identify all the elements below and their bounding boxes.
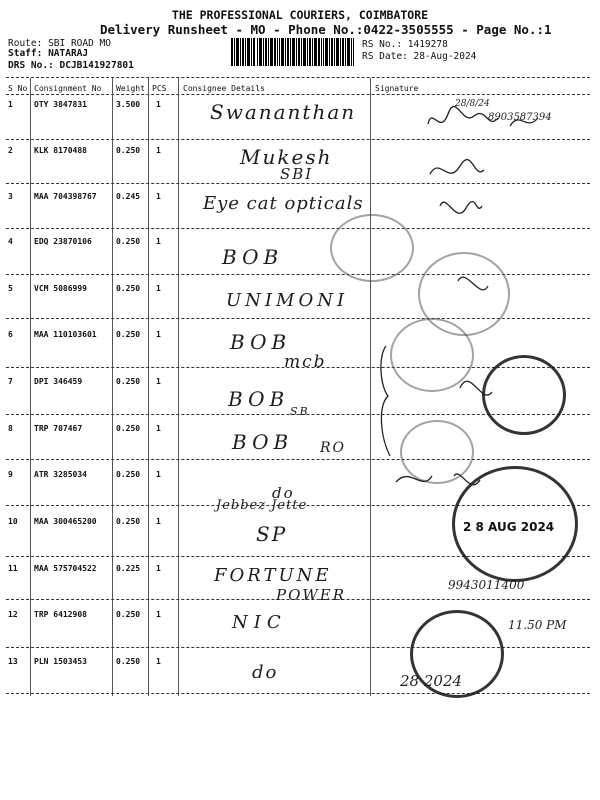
drs-label: DRS No.: [8, 60, 54, 71]
barcode [231, 38, 354, 66]
row-pcs: 1 [156, 657, 161, 666]
col-divider [148, 78, 149, 696]
row-consignment: MAA 575704522 [34, 564, 97, 573]
row-weight: 0.250 [116, 610, 141, 619]
consignee-handwriting: do [252, 662, 279, 683]
drs-value: DCJB141927801 [59, 60, 134, 71]
row-sno: 5 [8, 284, 13, 293]
row-pcs: 1 [156, 610, 161, 619]
rs-date: RS Date: 28-Aug-2024 [362, 51, 477, 62]
row-consignment: MAA 704398767 [34, 192, 97, 201]
consignee-handwriting: RO [320, 440, 347, 456]
row-sno: 3 [8, 192, 13, 201]
consignee-handwriting: SP [256, 522, 288, 546]
table-top-rule [6, 77, 590, 78]
row-consignment: TRP 707467 [34, 424, 83, 433]
row-weight: 0.250 [116, 517, 141, 526]
consignee-handwriting: Eye cat opticals [203, 193, 364, 214]
route-value: SBI ROAD MO [48, 38, 111, 49]
row-weight: 0.250 [116, 470, 141, 479]
row-sno: 6 [8, 330, 13, 339]
row-pcs: 1 [156, 192, 161, 201]
signature-phone: 8903587394 [488, 112, 552, 123]
col-divider [30, 78, 31, 696]
row-weight: 0.250 [116, 657, 141, 666]
row-sno: 8 [8, 424, 13, 433]
row-weight: 3.500 [116, 100, 141, 109]
row-sno: 2 [8, 146, 13, 155]
route-label: Route: [8, 38, 43, 49]
runsheet-title: Delivery Runsheet - MO - Phone No.:0422-3505555 - Page No.:1 [100, 22, 552, 37]
consignee-handwriting: Jebbez Jette [216, 498, 308, 513]
table-header-rule [6, 94, 590, 95]
col-sno: S No [8, 84, 28, 93]
row-pcs: 1 [156, 517, 161, 526]
signature-time: 11.50 PM [508, 618, 567, 632]
row-pcs: 1 [156, 237, 161, 246]
consignee-handwriting: SBI [280, 165, 314, 183]
row-consignment: ATR 3285034 [34, 470, 87, 479]
row-sno: 10 [8, 517, 18, 526]
consignee-handwriting: mcb [284, 352, 327, 372]
row-weight: 0.250 [116, 284, 141, 293]
row-pcs: 1 [156, 146, 161, 155]
row-pcs: 1 [156, 330, 161, 339]
row-pcs: 1 [156, 564, 161, 573]
row-weight: 0.225 [116, 564, 141, 573]
row-pcs: 1 [156, 424, 161, 433]
company-name: THE PROFESSIONAL COURIERS, COIMBATORE [171, 8, 429, 22]
col-consignment: Consignment No [34, 84, 102, 93]
signature-year: 28 2024 [400, 672, 463, 690]
row-sno: 11 [8, 564, 18, 573]
col-weight: Weight [116, 84, 145, 93]
row-sno: 13 [8, 657, 18, 666]
signature-scribbles [370, 96, 600, 696]
row-sno: 7 [8, 377, 13, 386]
consignee-handwriting: POWER [276, 586, 347, 604]
consignee-handwriting: FORTUNE [214, 565, 332, 586]
col-signature: Signature [375, 84, 419, 93]
consignee-handwriting: SB [290, 405, 310, 418]
row-pcs: 1 [156, 284, 161, 293]
row-weight: 0.250 [116, 377, 141, 386]
consignee-handwriting: NIC [232, 612, 287, 633]
signature-phone: 9943011400 [448, 578, 525, 592]
col-divider [178, 78, 179, 696]
staff-label: Staff: [8, 48, 43, 59]
row-pcs: 1 [156, 470, 161, 479]
row-consignment: MAA 110103601 [34, 330, 97, 339]
row-weight: 0.250 [116, 146, 141, 155]
row-consignment: MAA 300465200 [34, 517, 97, 526]
staff-value: NATARAJ [48, 48, 89, 59]
consignee-handwriting: Swananthan [210, 100, 357, 124]
consignee-handwriting: Mukesh [240, 145, 333, 169]
row-sno: 12 [8, 610, 18, 619]
consignee-handwriting: UNIMONI [226, 290, 349, 311]
signature-date: 28/8/24 [455, 99, 490, 109]
consignee-handwriting: BOB [232, 430, 294, 454]
row-sno: 4 [8, 237, 13, 246]
row-weight: 0.250 [116, 237, 141, 246]
row-consignment: VCM 5086999 [34, 284, 87, 293]
col-details: Consignee Details [183, 84, 265, 93]
row-pcs: 1 [156, 377, 161, 386]
rs-number: RS No.: 1419278 [362, 39, 448, 50]
drs-line [8, 60, 134, 71]
col-divider [112, 78, 113, 696]
row-consignment: TRP 6412908 [34, 610, 87, 619]
col-pcs: PCS [152, 84, 167, 93]
row-weight: 0.250 [116, 330, 141, 339]
consignee-handwriting: BOB [230, 330, 292, 354]
date-stamp-text: 2 8 AUG 2024 [463, 520, 555, 534]
row-consignment: PLN 1503453 [34, 657, 87, 666]
consignee-handwriting: BOB [222, 245, 284, 269]
row-consignment: EDQ 23870106 [34, 237, 92, 246]
staff-line [8, 48, 88, 59]
row-pcs: 1 [156, 100, 161, 109]
row-weight: 0.250 [116, 424, 141, 433]
row-sno: 9 [8, 470, 13, 479]
consignee-handwriting: do [272, 484, 295, 502]
row-consignment: KLK 8170488 [34, 146, 87, 155]
row-consignment: DPI 346459 [34, 377, 83, 386]
row-weight: 0.245 [116, 192, 141, 201]
row-consignment: OTY 3847831 [34, 100, 87, 109]
row-sno: 1 [8, 100, 13, 109]
consignee-handwriting: BOB [228, 387, 290, 411]
